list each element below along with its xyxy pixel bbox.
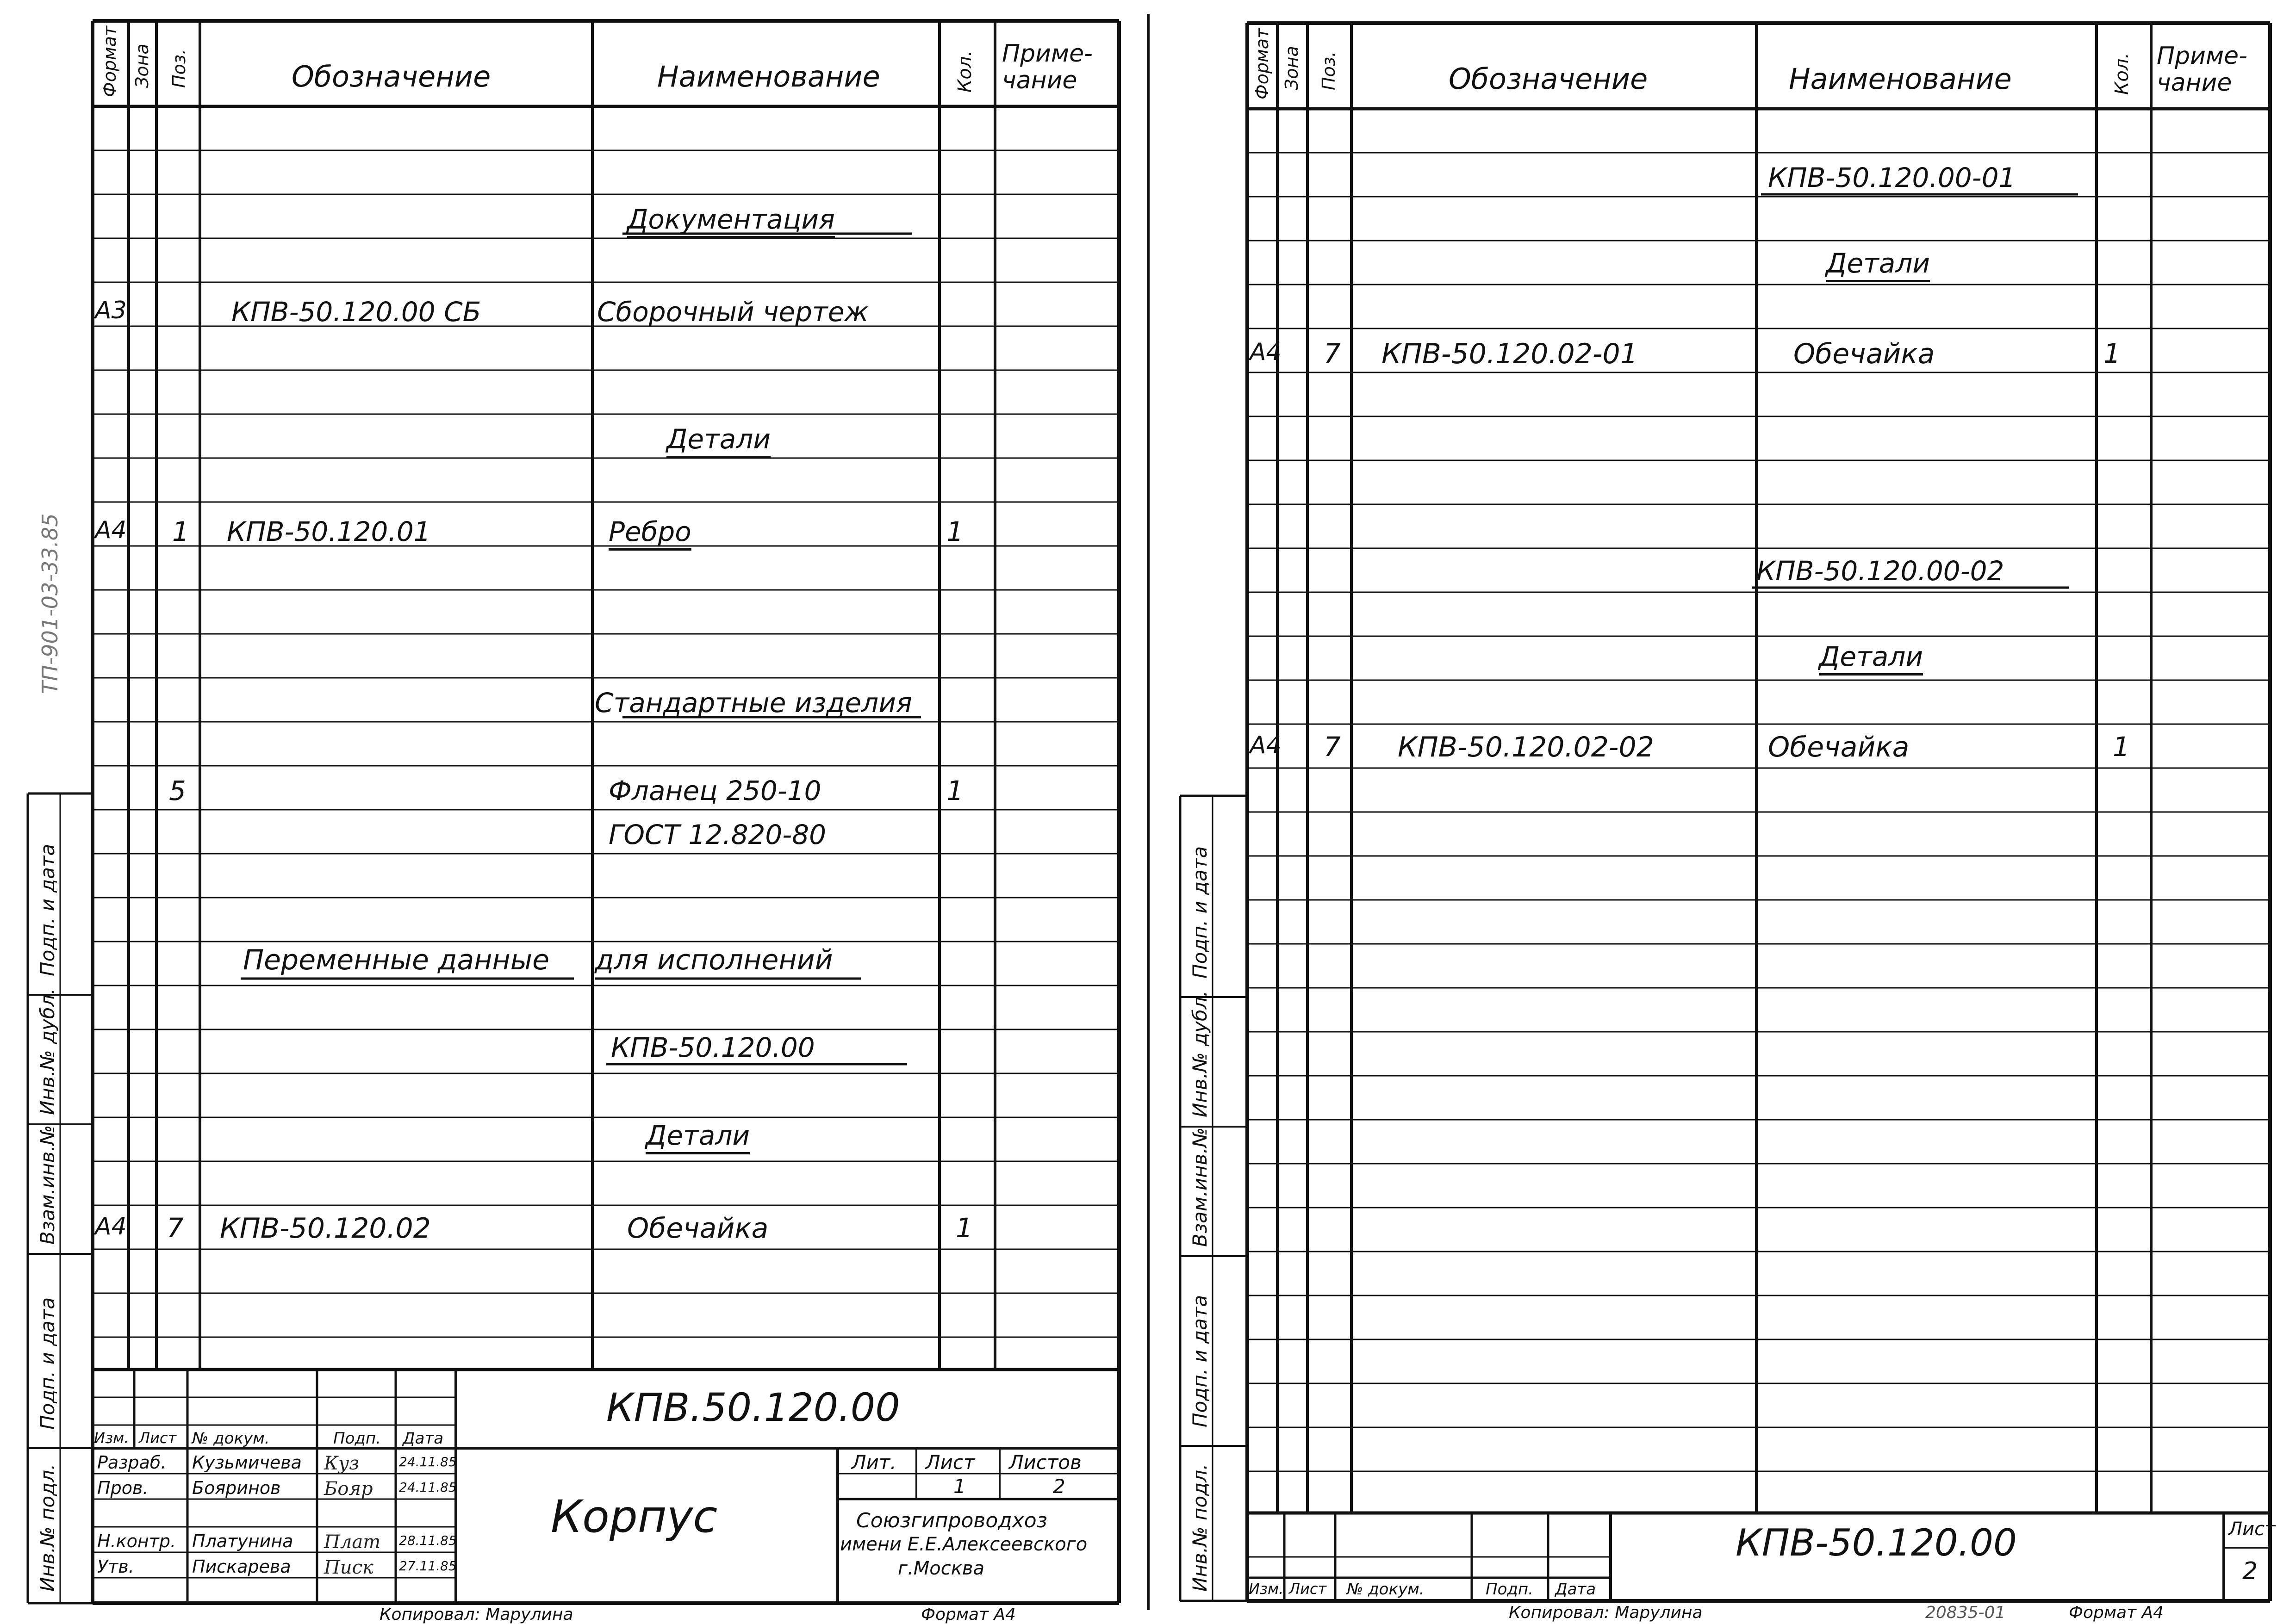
s2-footer-format: Формат А4 <box>2069 1603 2164 1622</box>
s2-header-note-line1: Приме- <box>2157 42 2247 70</box>
header-zone: Зона <box>132 43 152 88</box>
section-standard: Стандартные изделия <box>595 687 912 719</box>
header-name: Наименование <box>657 60 880 93</box>
s2-section-parts-2: Детали <box>1819 641 1923 672</box>
s2-footer-code: 20835-01 <box>1925 1603 2006 1622</box>
sheet-2-grid <box>1148 0 2296 1624</box>
footer-format: Формат А4 <box>921 1605 1016 1624</box>
s2-header-zone: Зона <box>1282 46 1302 90</box>
side-label-sign-date-2: Подп. и дата <box>36 1297 59 1430</box>
s2-row-1-format: А4 <box>1250 338 1282 366</box>
tb-date-1: 24.11.85 <box>399 1454 457 1469</box>
tb-title: Корпус <box>551 1491 718 1543</box>
row-1-name: Сборочный чертеж <box>597 296 869 328</box>
tb-sheet-value: 1 <box>953 1475 966 1498</box>
s2-row-1-qty: 1 <box>2103 338 2121 369</box>
s2-header-pos: Поз. <box>1319 51 1339 90</box>
tb-role-4: Утв. <box>97 1556 134 1577</box>
s2-tb-hdr-ndoc: № докум. <box>1347 1580 1425 1599</box>
tb-hdr-date: Дата <box>403 1429 444 1448</box>
footer-copied: Копировал: Марулина <box>380 1605 573 1624</box>
tb-date-3: 28.11.85 <box>399 1533 457 1548</box>
section-documentation: Документация <box>627 204 835 235</box>
s2-header-qty: Кол. <box>2111 52 2133 95</box>
s2-side-label-sign-date-2: Подп. и дата <box>1188 1295 1211 1427</box>
row-4-format: А4 <box>95 1213 127 1240</box>
tb-sheets-label: Листов <box>1009 1451 1082 1474</box>
s2-side-label-inv-dubl: Инв.№ дубл. <box>1188 990 1211 1117</box>
tb-sig-4: Писк <box>324 1557 373 1578</box>
s2-row-2-name: Обечайка <box>1768 731 1910 763</box>
tb-org-line1: Союзгипроводхоз <box>856 1509 1048 1532</box>
s2-row-2-qty: 1 <box>2113 731 2130 762</box>
s2-section-parts-1: Детали <box>1826 248 1930 279</box>
tb-hdr-podp: Подп. <box>333 1429 381 1448</box>
section-variable-b: для исполнений <box>595 944 833 976</box>
tb-sheet-label: Лист <box>926 1451 975 1474</box>
tb-name-4: Пискарева <box>192 1556 291 1577</box>
row-3-pos: 5 <box>169 775 186 806</box>
tb-hdr-izm: Изм. <box>94 1429 129 1447</box>
tb-doc-number: КПВ.50.120.00 <box>606 1385 900 1430</box>
tb-name-2: Бояринов <box>192 1478 281 1498</box>
tb-sig-2: Бояр <box>324 1478 373 1500</box>
sheet-2 <box>1148 0 2296 1624</box>
tb-role-3: Н.контр. <box>97 1531 176 1551</box>
tb-name-1: Кузьмичева <box>192 1452 302 1473</box>
section-parts: Детали <box>666 423 771 455</box>
row-3-name: Фланец 250-10 <box>609 775 821 806</box>
s2-row-1-name: Обечайка <box>1793 338 1935 370</box>
s2-header-designation: Обозначение <box>1449 62 1648 96</box>
row-2-designation: КПВ-50.120.01 <box>227 516 431 547</box>
s2-tb-hdr-date: Дата <box>1555 1580 1596 1599</box>
s2-tb-doc-number: КПВ-50.120.00 <box>1736 1521 2017 1564</box>
row-2-pos: 1 <box>172 516 189 547</box>
row-2-name: Ребро <box>609 516 691 547</box>
s2-header-name: Наименование <box>1789 62 2012 96</box>
side-label-sign-date: Подп. и дата <box>36 843 59 976</box>
tb-sig-1: Куз <box>324 1453 359 1474</box>
row-4-pos: 7 <box>167 1212 184 1244</box>
s2-tb-hdr-izm: Изм. <box>1249 1580 1284 1598</box>
s2-footer-copied: Копировал: Марулина <box>1509 1603 1703 1622</box>
s2-row-1-pos: 7 <box>1324 338 1341 369</box>
section-variant: КПВ-50.120.00 <box>611 1032 815 1063</box>
row-3-name-line2: ГОСТ 12.820-80 <box>609 819 827 850</box>
row-1-format: А3 <box>95 297 127 324</box>
row-4-designation: КПВ-50.120.02 <box>220 1212 431 1245</box>
tb-lit-label: Лит. <box>852 1451 896 1474</box>
s2-row-1-designation: КПВ-50.120.02-01 <box>1381 338 1638 370</box>
header-qty: Кол. <box>954 50 976 93</box>
tb-sheets-value: 2 <box>1053 1475 1065 1498</box>
row-2-qty: 1 <box>946 516 964 547</box>
s2-side-label-sign-date: Подп. и дата <box>1188 846 1211 979</box>
s2-row-2-pos: 7 <box>1324 731 1341 762</box>
header-format: Формат <box>100 25 120 97</box>
s2-tb-sheet-value: 2 <box>2242 1557 2258 1585</box>
row-2-format: А4 <box>95 516 127 544</box>
tb-hdr-ndoc: № докум. <box>192 1429 270 1448</box>
s2-row-2-designation: КПВ-50.120.02-02 <box>1398 731 1654 763</box>
row-4-name: Обечайка <box>627 1212 769 1245</box>
tb-date-2: 24.11.85 <box>399 1480 457 1495</box>
s2-tb-hdr-list: Лист <box>1289 1580 1327 1598</box>
header-designation: Обозначение <box>292 60 491 93</box>
tb-org-line3: г.Москва <box>898 1558 984 1579</box>
side-label-inv-orig: Инв.№ подл. <box>36 1463 59 1592</box>
s2-section-variant-2: КПВ-50.120.00-02 <box>1756 555 2004 587</box>
header-note-line1: Приме- <box>1002 40 1093 68</box>
tb-name-3: Платунина <box>192 1531 293 1551</box>
side-stamp: ТП-901-03-33.85 <box>37 513 62 694</box>
s2-tb-sheet-label: Лист <box>2228 1519 2276 1540</box>
s2-header-format: Формат <box>1252 28 1272 99</box>
s2-section-variant-1: КПВ-50.120.00-01 <box>1768 162 2016 193</box>
s2-row-2-format: А4 <box>1250 731 1282 759</box>
s2-side-label-inv-orig: Инв.№ подл. <box>1188 1463 1211 1592</box>
tb-role-1: Разраб. <box>97 1452 167 1473</box>
tb-date-4: 27.11.85 <box>399 1558 457 1574</box>
s2-tb-hdr-podp: Подп. <box>1486 1580 1533 1599</box>
row-4-qty: 1 <box>956 1212 973 1244</box>
s2-header-note-line2: чание <box>2157 69 2232 97</box>
section-parts-2: Детали <box>646 1120 750 1151</box>
tb-org-line2: имени Е.Е.Алексеевского <box>840 1534 1088 1555</box>
s2-side-label-vzam: Взам.инв.№ <box>1188 1127 1211 1247</box>
row-1-designation: КПВ-50.120.00 СБ <box>231 296 481 328</box>
header-pos: Поз. <box>169 49 189 88</box>
tb-role-2: Пров. <box>97 1478 149 1498</box>
side-label-vzam: Взам.инв.№ <box>36 1125 59 1245</box>
section-variable-a: Переменные данные <box>243 944 550 976</box>
side-label-inv-dubl: Инв.№ дубл. <box>36 988 59 1115</box>
tb-sig-3: Плат <box>324 1531 381 1553</box>
row-3-qty: 1 <box>946 775 964 806</box>
tb-hdr-list: Лист <box>139 1429 177 1447</box>
header-note-line2: чание <box>1002 67 1077 94</box>
